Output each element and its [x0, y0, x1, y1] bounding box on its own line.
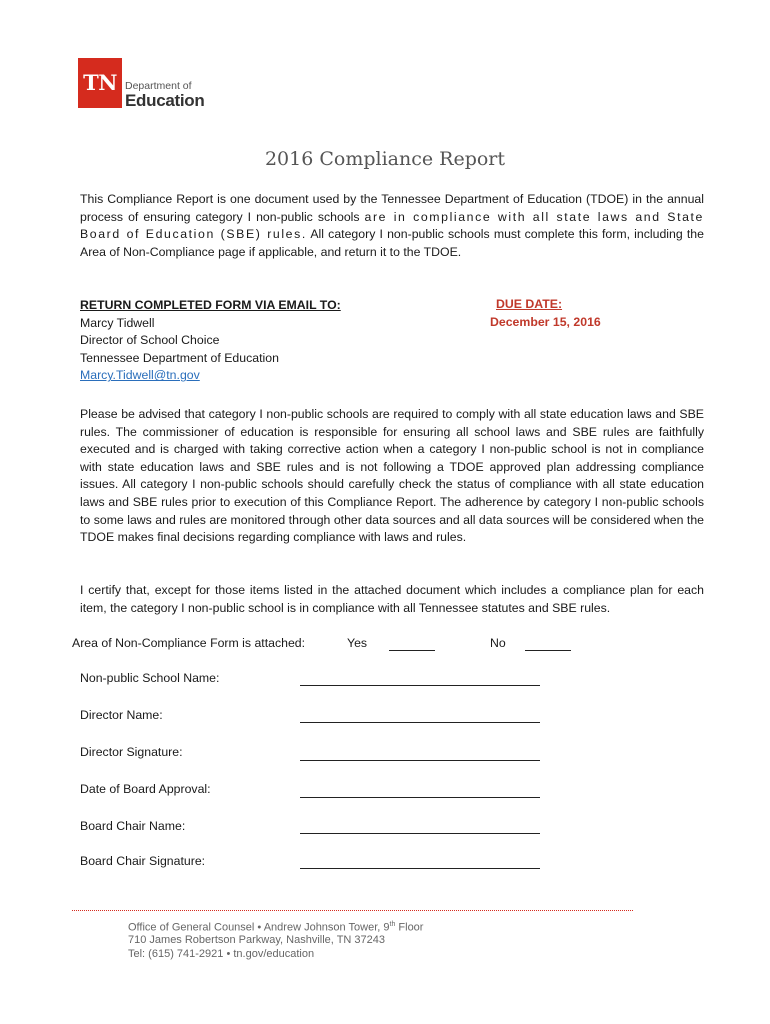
return-heading: RETURN COMPLETED FORM VIA EMAIL TO: — [80, 298, 341, 312]
contact-email-link[interactable]: Marcy.Tidwell@tn.gov — [80, 368, 200, 383]
footer-floor-suffix: th — [389, 921, 396, 928]
board-chair-name-line[interactable] — [300, 833, 540, 834]
director-signature-label: Director Signature: — [80, 745, 183, 759]
board-chair-signature-label: Board Chair Signature: — [80, 854, 206, 868]
due-date-heading: DUE DATE: — [496, 297, 563, 311]
director-name-line[interactable] — [300, 722, 540, 723]
director-signature-line[interactable] — [300, 760, 540, 761]
board-approval-date-label: Date of Board Approval: — [80, 782, 211, 796]
no-label: No — [490, 636, 506, 650]
footer-address-line-2: 710 James Robertson Parkway, Nashville, TN 37243 — [128, 934, 385, 946]
due-date-value: December 15, 2016 — [490, 315, 601, 329]
contact-role: Director of School Choice — [80, 333, 220, 348]
intro-paragraph — [80, 191, 704, 261]
intro-text-spaced: are in compliance with all state laws and State Board of Education (SBE) rules. — [80, 209, 704, 242]
tn-doe-logo — [78, 58, 208, 112]
board-chair-signature-line[interactable] — [300, 868, 540, 869]
board-chair-name-label: Board Chair Name: — [80, 819, 186, 833]
noncompliance-label: Area of Non-Compliance Form is attached: — [72, 636, 306, 650]
yes-label: Yes — [347, 636, 368, 650]
board-approval-date-line[interactable] — [300, 797, 540, 798]
footer-divider — [72, 910, 633, 911]
school-name-line[interactable] — [300, 685, 540, 686]
intro-text-2: All category I non-public schools must complete this form, including the Area of Non-Compliance page if applicable, and return it to the TDOE. — [80, 227, 704, 259]
school-name-label: Non-public School Name: — [80, 671, 220, 685]
yes-blank-line[interactable] — [389, 650, 435, 651]
tn-logo-mark: TN — [78, 58, 122, 108]
director-name-label: Director Name: — [80, 708, 163, 722]
footer-contact-line: Tel: (615) 741-2921 • tn.gov/education — [128, 948, 315, 960]
advisory-paragraph: Please be advised that category I non-public schools are required to comply with all state education laws and SBE rules. The commissioner of education is responsible for ensuring all school laws and SBE rules are faithfully executed and is charged with taking corrective action when a category I non-public school is not in compliance with state education laws and SBE rules and is not following a TDOE approved plan addressing compliance issues. All category I non-public schools should carefully check the status of compliance with all state education laws and SBE rules prior to execution of this Compliance Report. The adherence by category I non-public schools to some laws and rules are monitored through other data sources and all data sources will be considered when the TDOE makes final decisions regarding compliance with laws and rules. — [80, 407, 704, 545]
return-block — [80, 297, 341, 385]
certification-paragraph: I certify that, except for those items listed in the attached document which includes a compliance plan for each item, the category I non-public school is in compliance with all Tennessee statutes and SBE rules. — [80, 583, 704, 615]
page-title: 2016 Compliance Report — [264, 148, 506, 170]
footer-floor-text: Floor — [395, 921, 424, 934]
intro-text-1: This Compliance Report is one document used by the Tennessee Department of Education (TDOE) in the annual process of ensuring category I non-public schools — [80, 192, 704, 224]
logo-department-text: Department of — [125, 80, 192, 92]
no-blank-line[interactable] — [525, 650, 571, 651]
contact-name: Marcy Tidwell — [80, 315, 155, 330]
footer-office-text: Office of General Counsel • Andrew Johnson Tower, 9 — [128, 921, 390, 934]
logo-education-text: Education — [125, 91, 205, 110]
contact-org: Tennessee Department of Education — [80, 350, 279, 365]
